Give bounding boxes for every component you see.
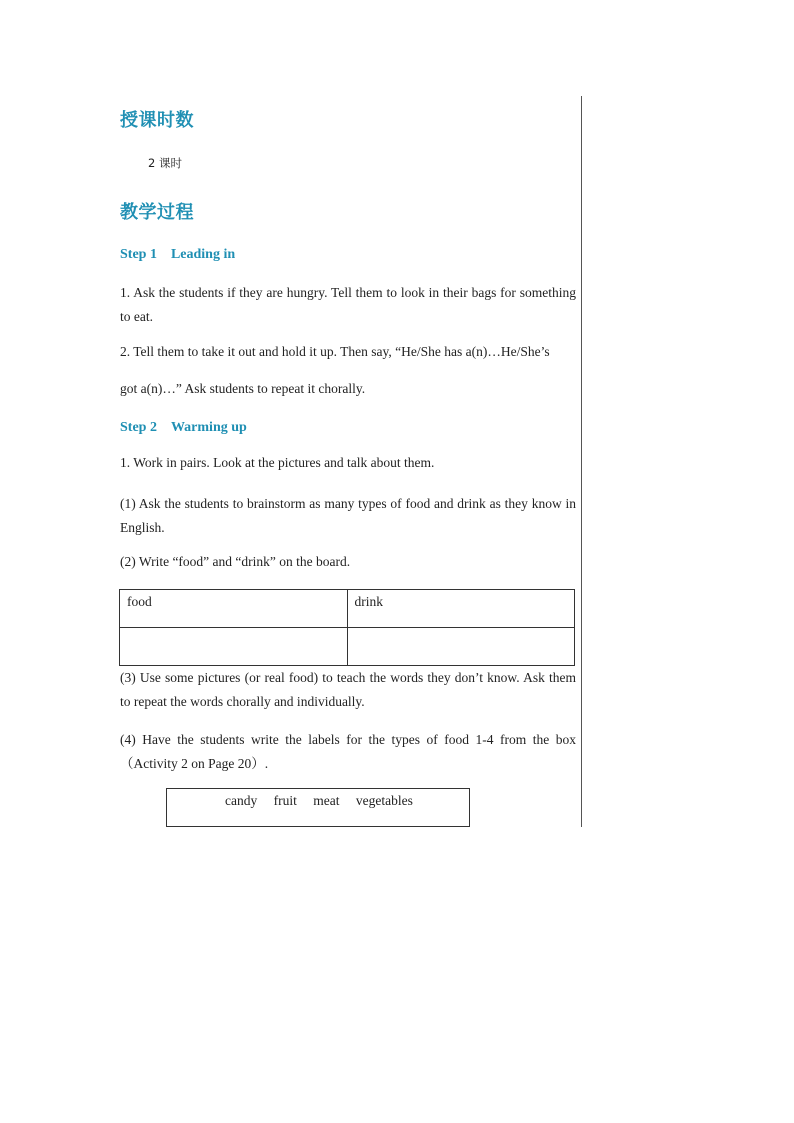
- food-header-cell: food: [120, 590, 348, 628]
- hours-text: 2 课时: [148, 156, 182, 170]
- step1-paragraph-1: 1. Ask the students if they are hungry. Tell them to look in their bags for something to eat.: [120, 285, 576, 324]
- word-vegetables: vegetables: [355, 793, 413, 808]
- step1-label: Step 1: [120, 247, 157, 262]
- drink-header-cell: drink: [347, 590, 575, 628]
- step2-paragraph-1: 1. Work in pairs. Look at the pictures and talk about them.: [120, 455, 435, 470]
- step1-heading: [120, 247, 235, 263]
- step2-heading: [120, 420, 247, 436]
- step2-paragraph-2: (1) Ask the students to brainstorm as many types of food and drink as they know in English.: [120, 496, 576, 535]
- food-empty-cell: [120, 628, 348, 666]
- word-box: [166, 788, 470, 827]
- hours-heading: 授课时数: [120, 110, 194, 131]
- food-drink-table: [119, 589, 575, 666]
- step1-paragraph-2-line2: got a(n)…” Ask students to repeat it chorally.: [120, 381, 366, 396]
- step1-title: Leading in: [170, 247, 236, 262]
- process-heading: 教学过程: [120, 202, 194, 223]
- table-header-row: [120, 590, 575, 628]
- step2-paragraph-4: (3) Use some pictures (or real food) to teach the words they don’t know. Ask them to repeat the words chorally and individually.: [120, 670, 576, 709]
- step1-paragraph-2-line1: 2. Tell them to take it out and hold it up. Then say, “He/She has a(n)…He/She’s: [120, 344, 550, 359]
- word-list: [225, 793, 426, 809]
- step2-title: Warming up: [170, 420, 247, 435]
- step2-label: Step 2: [120, 420, 157, 435]
- word-candy: candy: [225, 793, 258, 808]
- table-row: [120, 628, 575, 666]
- step2-paragraph-3: (2) Write “food” and “drink” on the board.: [120, 554, 351, 569]
- step2-paragraph-5: (4) Have the students write the labels for the types of food 1-4 from the box （Activity 2 on Page 20）.: [120, 732, 576, 771]
- word-meat: meat: [313, 793, 340, 808]
- margin-rule: [581, 96, 582, 827]
- word-fruit: fruit: [273, 793, 297, 808]
- drink-empty-cell: [347, 628, 575, 666]
